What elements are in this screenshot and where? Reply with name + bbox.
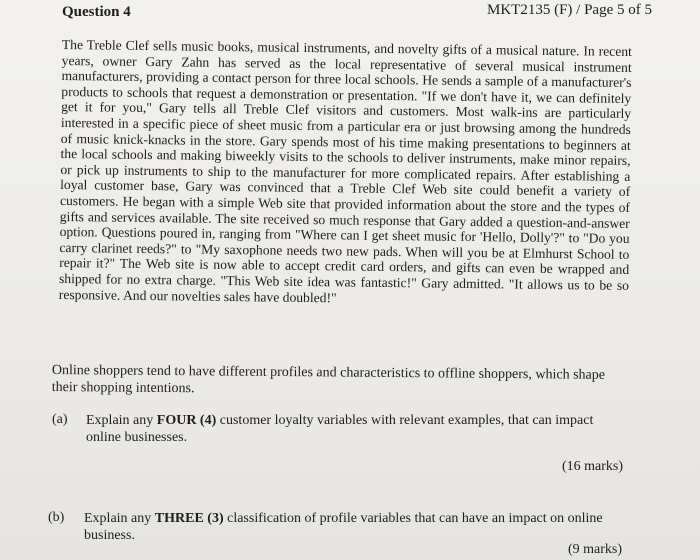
item-b-label: (b) <box>48 510 65 525</box>
item-b-text-after: classification of profile variables that can have an impact on online business. <box>84 511 603 543</box>
question-number: Question 4 <box>62 4 131 20</box>
item-a-text <box>86 412 626 446</box>
item-a-marks: (16 marks) <box>562 459 624 474</box>
item-b-text <box>84 510 624 544</box>
item-a-text-after: customer loyalty variables with relevant examples, that can impact online businesses. <box>86 413 594 445</box>
item-a-text-before: Explain any <box>86 413 157 428</box>
case-passage: The Treble Clef sells music books, musical instruments, and novelty gifts of a musical nature. In recent years, owner Gary Zahn has served as the local representative of several musical instrument manufacturers, providing a contact person for three local schools. He sends a sample of a manufacturer's products to schools that request a demonstration or presentation. "If we don't have it, we can definitely get it for you," Gary tells all Treble Clef visitors and customers. Most walk-ins are particularly interested in a specific piece of sheet music from a particular era or just browsing among the hundreds of music knick-knacks in the store. Gary spends most of his time making presentations to beginners at the local schools and making biweekly visits to the schools to deliver instruments, make minor repairs, or pick up instruments to ship to the manufacturer for more complicated repairs. After establishing a loyal customer base, Gary was convinced that a Treble Clef Web site could benefit a variety of customers. He began with a simple Web site that provided information about the store and the types of gifts and services available. The site received so much response that Gary added a question-and-answer option. Questions poured in, ranging from "Where can I get sheet music for 'Hello, Dolly'?" to "Do you carry clarinet reeds?" to "My saxophone needs two new pads. When will you be at Elmhurst School to repair it?" The Web site is now able to accept credit card orders, and gifts can even be wrapped and shipped for no extra charge. "This Web site idea was fantastic!" Gary admitted. "It allows us to be so responsive. And our novelties sales have doubled!" <box>58 37 632 305</box>
intro-statement: Online shoppers tend to have different profiles and characteristics to offline shoppers, which shape their shopping intentions. <box>51 362 606 397</box>
item-b-marks: (9 marks) <box>568 542 623 557</box>
item-b-text-before: Explain any <box>84 511 155 526</box>
item-a-bold: FOUR (4) <box>156 413 217 428</box>
course-page-code: MKT2135 (F) / Page 5 of 5 <box>487 2 652 18</box>
item-a-label: (a) <box>52 412 68 427</box>
item-b-bold: THREE (3) <box>154 511 224 526</box>
